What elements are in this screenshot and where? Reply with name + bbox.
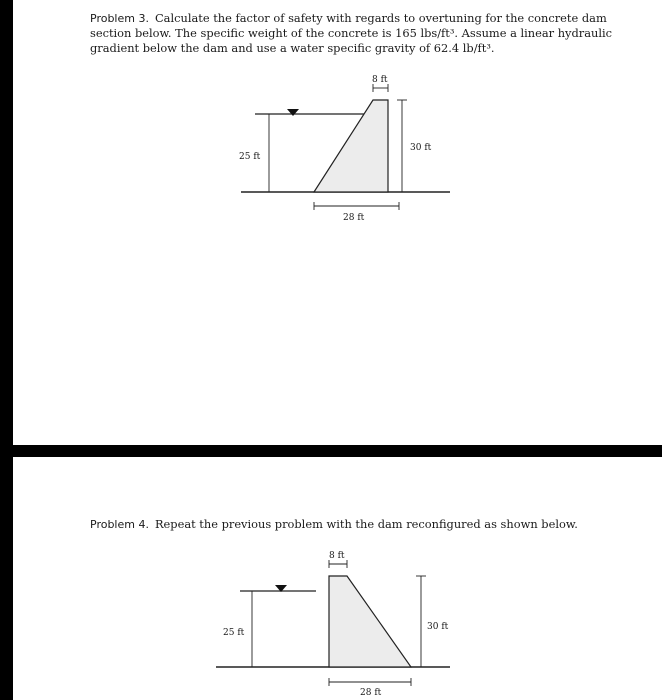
water-level-marker-icon (287, 109, 299, 116)
water-depth-label: 25 ft (239, 152, 261, 162)
problem-4-text: Repeat the previous problem with the dam reconfigured as shown below. (154, 517, 578, 531)
dam-figure-problem-3 (13, 0, 662, 445)
problem-3-text: Calculate the factor of safety with regards to overtuning for the concrete dam section below. The specific weight of the concrete is 165 lbs/ft³. Assume a linear hydraulic gradient below the dam and use a water specific gravity of 62.4 lb/ft³. (90, 11, 613, 55)
dam-figure-problem-4 (13, 457, 662, 700)
dam-height-label: 30 ft (427, 622, 449, 632)
problem-3-label: Problem 3. (90, 12, 149, 25)
top-width-label: 8 ft (329, 551, 345, 561)
page-problem-4 (13, 457, 662, 700)
dam-section (329, 576, 411, 667)
top-width-label: 8 ft (372, 75, 388, 85)
base-width-label: 28 ft (360, 688, 382, 698)
water-depth-label: 25 ft (223, 628, 245, 638)
problem-4-label: Problem 4. (90, 518, 149, 531)
base-width-label: 28 ft (343, 213, 365, 223)
page-problem-3 (13, 0, 662, 445)
dam-height-label: 30 ft (410, 143, 432, 153)
